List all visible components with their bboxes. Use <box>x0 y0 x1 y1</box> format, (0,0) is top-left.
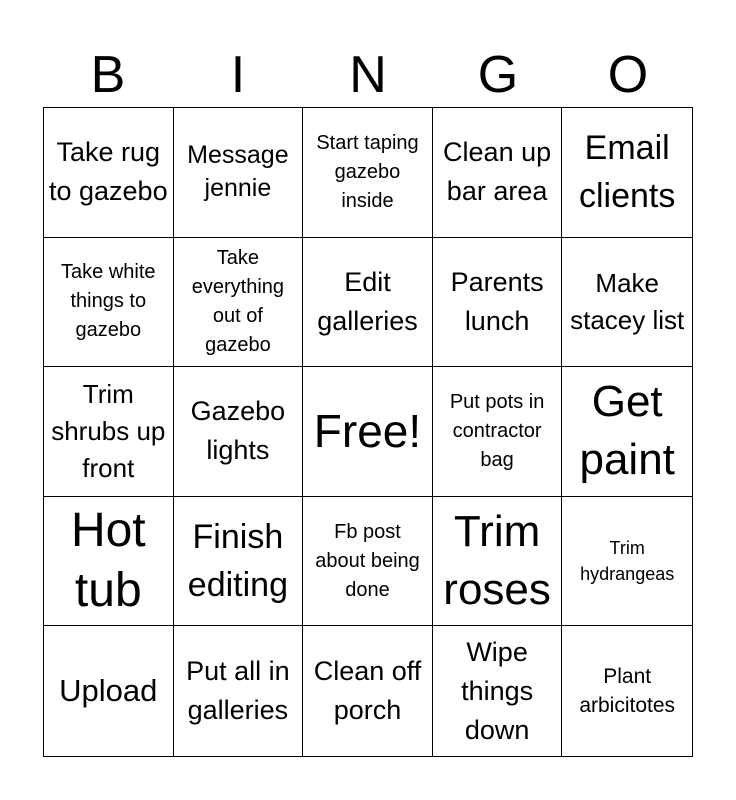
free-space-label: Free! <box>313 405 422 458</box>
cell-label: Trim roses <box>443 507 551 615</box>
bingo-cell-r5-c2[interactable] <box>174 626 304 756</box>
bingo-cell-r1-c2[interactable] <box>174 108 304 238</box>
cell-label: Take white things to gazebo <box>61 261 156 342</box>
cell-label: Take everything out of gazebo <box>191 246 285 356</box>
cell-label: Parents lunch <box>450 266 544 336</box>
cell-label: Plant arbicitotes <box>579 665 676 718</box>
cell-label: Email clients <box>579 129 676 216</box>
cell-label: Fb post about being done <box>315 520 420 601</box>
bingo-cell-r4-c1[interactable] <box>44 497 174 627</box>
bingo-board <box>43 107 693 757</box>
cell-label: Hot tub <box>70 504 146 618</box>
bingo-cell-r4-c3[interactable] <box>303 497 433 627</box>
cell-label: Message jennie <box>187 141 289 203</box>
cell-label: Upload <box>59 673 158 709</box>
bingo-cell-r5-c5[interactable] <box>562 626 692 756</box>
cell-label: Edit galleries <box>317 266 418 336</box>
cell-label: Take rug to gazebo <box>48 137 168 207</box>
bingo-cell-r1-c5[interactable] <box>562 108 692 238</box>
cell-label: Make stacey list <box>570 267 685 335</box>
header-letter-b: B <box>90 46 126 104</box>
cell-label: Clean up bar area <box>443 137 552 207</box>
bingo-cell-r3-c5[interactable] <box>562 367 692 497</box>
bingo-cell-r3-c3[interactable] <box>303 367 433 497</box>
cell-label: Wipe things down <box>461 636 534 745</box>
bingo-cell-r1-c3[interactable] <box>303 108 433 238</box>
bingo-cell-r5-c3[interactable] <box>303 626 433 756</box>
cell-label: Put pots in contractor bag <box>449 390 545 471</box>
bingo-cell-r3-c1[interactable] <box>44 367 174 497</box>
bingo-cell-r1-c1[interactable] <box>44 108 174 238</box>
header-letter-o: O <box>607 46 649 104</box>
cell-label: Start taping gazebo inside <box>316 131 419 212</box>
bingo-cell-r2-c5[interactable] <box>562 238 692 368</box>
bingo-cell-r2-c3[interactable] <box>303 238 433 368</box>
bingo-cell-r5-c1[interactable] <box>44 626 174 756</box>
bingo-header <box>43 40 693 108</box>
bingo-cell-r4-c2[interactable] <box>174 497 304 627</box>
bingo-cell-r2-c2[interactable] <box>174 238 304 368</box>
cell-label: Finish editing <box>187 518 288 605</box>
header-letter-g: G <box>477 46 519 104</box>
cell-label: Gazebo lights <box>190 396 286 466</box>
cell-label: Trim hydrangeas <box>580 538 675 585</box>
bingo-cell-r2-c4[interactable] <box>433 238 563 368</box>
header-letter-n: N <box>349 46 387 104</box>
bingo-cell-r4-c4[interactable] <box>433 497 563 627</box>
cell-label: Trim shrubs up front <box>51 378 166 483</box>
header-letter-i: I <box>230 46 246 104</box>
bingo-cell-r3-c2[interactable] <box>174 367 304 497</box>
cell-label: Put all in galleries <box>186 656 290 726</box>
bingo-cell-r4-c5[interactable] <box>562 497 692 627</box>
bingo-cell-r5-c4[interactable] <box>433 626 563 756</box>
bingo-cell-r3-c4[interactable] <box>433 367 563 497</box>
cell-label: Clean off porch <box>313 656 422 726</box>
cell-label: Get paint <box>579 377 675 485</box>
bingo-cell-r2-c1[interactable] <box>44 238 174 368</box>
bingo-cell-r1-c4[interactable] <box>433 108 563 238</box>
